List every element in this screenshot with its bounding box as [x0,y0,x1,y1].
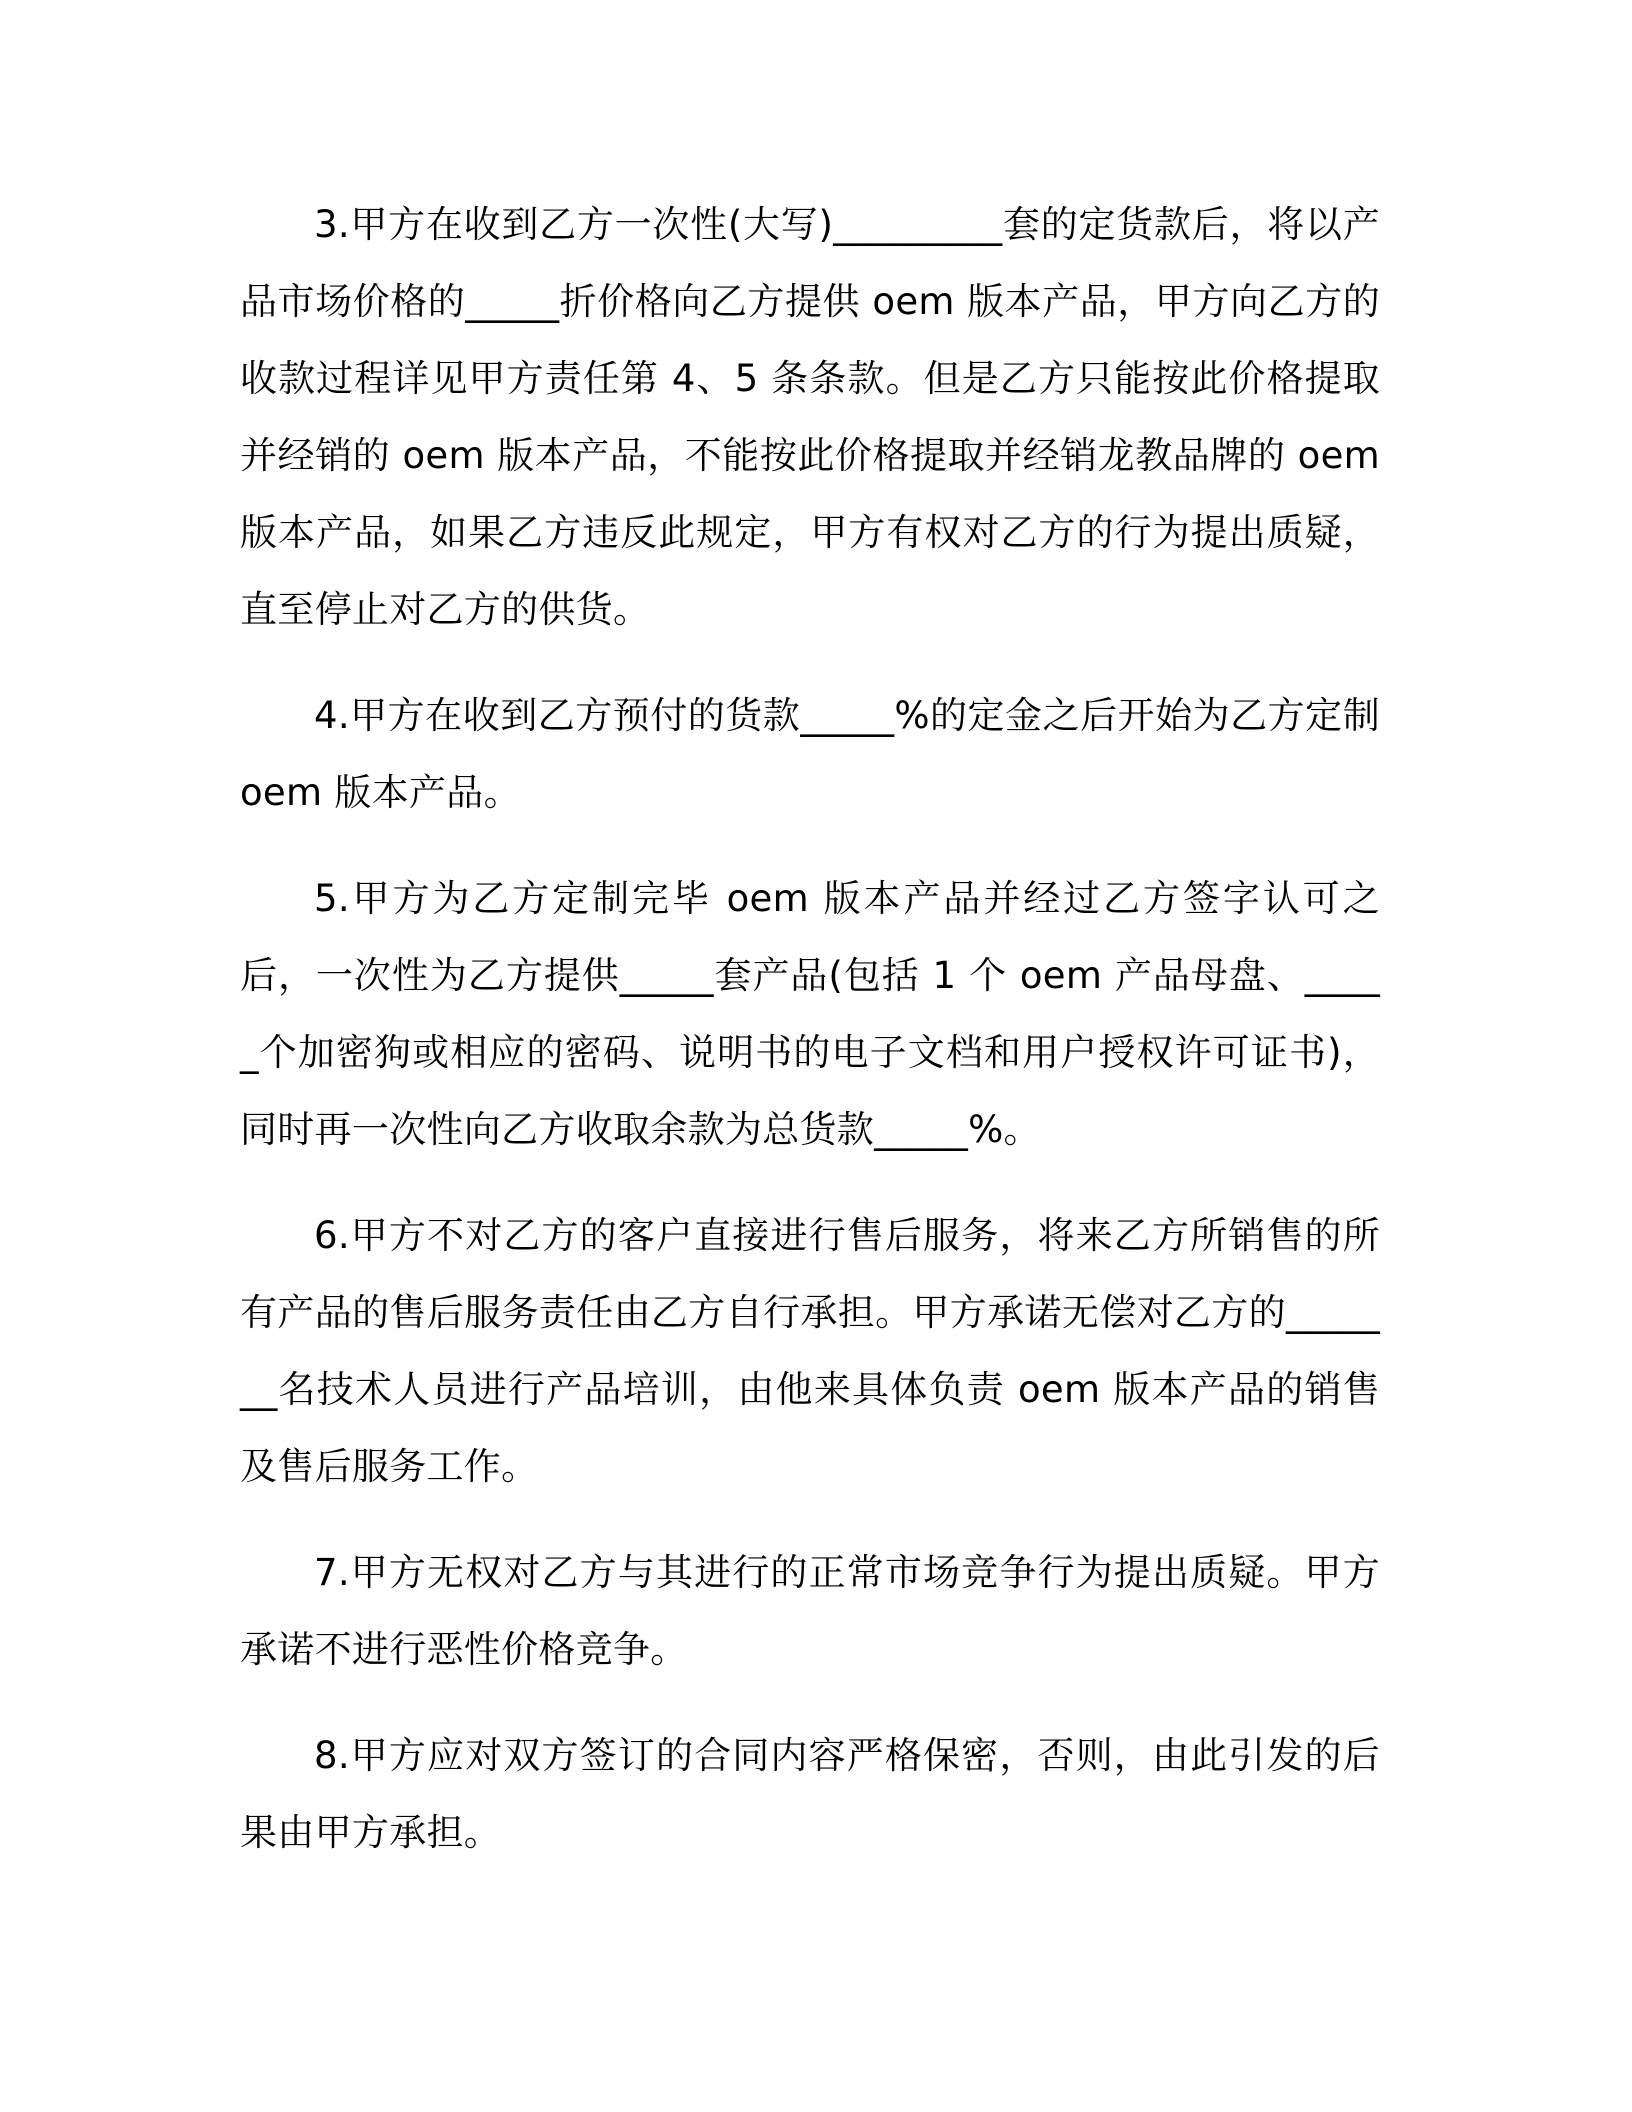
clause-6: 6.甲方不对乙方的客户直接进行售后服务，将来乙方所销售的所有产品的售后服务责任由乙方自行承担。甲方承诺无偿对乙方的_______名技术人员进行产品培训，由他来具体负责 oem 版本产品的销售及售后服务工作。 [240,1214,1380,1488]
clause-3: 3.甲方在收到乙方一次性(大写)_________套的定货款后，将以产品市场价格的_____折价格向乙方提供 oem 版本产品，甲方向乙方的收款过程详见甲方责任第 4、5 条条款。但是乙方只能按此价格提取并经销的 oem 版本产品，不能按此价格提取并经销龙教品牌的 oem 版本产品，如果乙方违反此规定，甲方有权对乙方的行为提出质疑，直至停止对乙方的供货。 [240,203,1380,631]
clause-4: 4.甲方在收到乙方预付的货款_____%的定金之后开始为乙方定制 oem 版本产品。 [240,694,1380,814]
document-page [240,186,1380,1900]
clause-8: 8.甲方应对双方签订的合同内容严格保密，否则，由此引发的后果由甲方承担。 [240,1734,1380,1854]
clause-7: 7.甲方无权对乙方与其进行的正常市场竞争行为提出质疑。甲方承诺不进行恶性价格竞争。 [240,1551,1380,1671]
clause-5: 5.甲方为乙方定制完毕 oem 版本产品并经过乙方签字认可之后，一次性为乙方提供_____套产品(包括 1 个 oem 产品母盘、_____个加密狗或相应的密码、说明书的电子文档和用户授权许可证书)，同时再一次性向乙方收取余款为总货款_____%。 [240,877,1380,1151]
